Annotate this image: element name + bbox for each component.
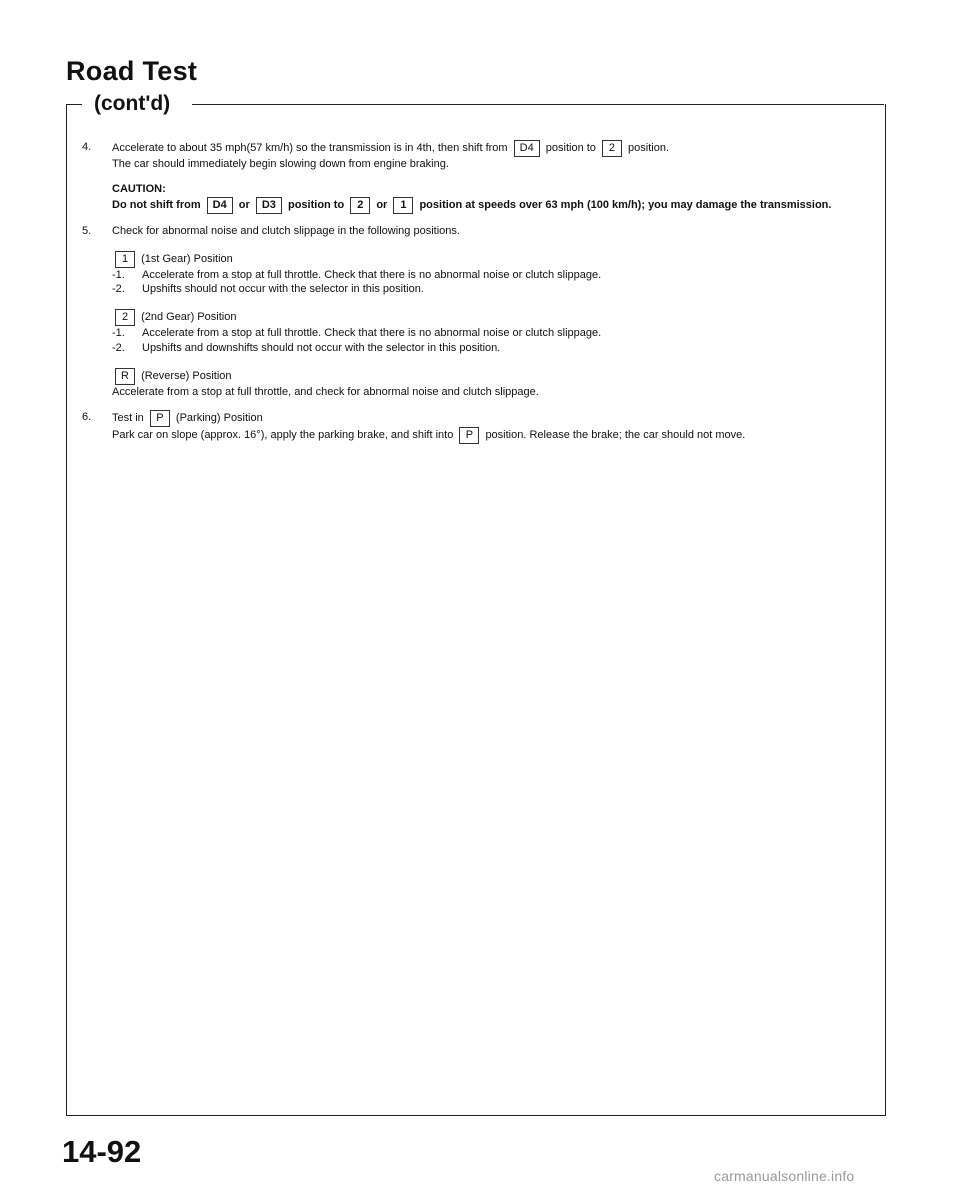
text: position. Release the brake; the car should not move. (485, 428, 746, 441)
step-5-text: Check for abnormal noise and clutch slippage in the following positions. (112, 224, 460, 237)
list-item (112, 268, 872, 283)
gear-key: P (150, 410, 170, 427)
sub-heading (112, 251, 872, 268)
gear-key: 2 (115, 309, 135, 326)
step-number: 6. (82, 410, 92, 423)
list-item (112, 326, 872, 341)
gear-key: 1 (115, 251, 135, 268)
text: Park car on slope (approx. 16°), apply the parking brake, and shift into (112, 428, 454, 441)
step-number: 4. (82, 141, 92, 153)
text: (2nd Gear) Position (141, 311, 237, 324)
text: (Reverse) Position (141, 369, 232, 382)
gear-key: D4 (207, 197, 233, 214)
text: Test in (112, 411, 144, 424)
gear-key: D4 (514, 140, 540, 157)
item-text: Accelerate from a stop at full throttle. Check that there is no abnormal noise or clutch slippage. (142, 327, 602, 340)
item-number: -1. (112, 268, 125, 281)
text: position to (287, 198, 345, 211)
step-4-text (112, 140, 872, 157)
list-item (112, 282, 872, 297)
step-6-text (112, 427, 872, 444)
gear-key: D3 (256, 197, 282, 214)
step-body (112, 410, 872, 444)
page-number: 14-92 (62, 1134, 142, 1169)
caution-text (112, 197, 872, 214)
sub-heading (112, 368, 872, 385)
gear-key: R (115, 368, 135, 385)
item-text: Upshifts should not occur with the selector in this position. (142, 283, 424, 296)
text: position at speeds over 63 mph (100 km/h); you may damage the transmission. (419, 198, 832, 211)
gear-key: 1 (393, 197, 413, 214)
step-6 (82, 410, 872, 444)
text: or (238, 198, 250, 211)
step-number: 5. (82, 224, 92, 237)
item-number: -2. (112, 342, 125, 355)
item-number: -1. (112, 327, 125, 340)
gear-key: 2 (602, 140, 622, 157)
item-text: Upshifts and downshifts should not occur with the selector in this position. (142, 342, 501, 355)
sub-section-2nd-gear (112, 309, 872, 356)
gear-key: 2 (350, 197, 370, 214)
item-text: Accelerate from a stop at full throttle. Check that there is no abnormal noise or clutch slippage. (142, 268, 602, 281)
sub-section-1st-gear (112, 251, 872, 298)
page-title: Road Test (66, 56, 198, 86)
sub-section-reverse (112, 368, 872, 400)
step-5 (82, 224, 872, 400)
step-body (112, 140, 872, 214)
caution-block (112, 182, 872, 214)
text: or (376, 198, 388, 211)
step-4-text-2: The car should immediately begin slowing down from engine braking. (112, 158, 449, 170)
list-item (112, 341, 872, 356)
text: position to (545, 142, 596, 154)
item-number: -2. (112, 283, 125, 296)
step-6-heading (112, 410, 872, 427)
sub-text: Accelerate from a stop at full throttle, and check for abnormal noise and clutch slippage. (112, 385, 539, 398)
sub-heading (112, 309, 872, 326)
text: (1st Gear) Position (141, 252, 233, 265)
text: Accelerate to about 35 mph(57 km/h) so the transmission is in 4th, then shift from (112, 142, 508, 154)
step-body (112, 224, 872, 400)
text: Do not shift from (112, 198, 201, 211)
content (82, 140, 872, 454)
page-subtitle: (cont'd) (90, 92, 174, 116)
step-4 (82, 140, 872, 214)
watermark: carmanualsonline.info (714, 1168, 855, 1184)
caution-label: CAUTION: (112, 182, 166, 195)
text: (Parking) Position (175, 411, 263, 424)
text: position. (628, 142, 670, 154)
gear-key: P (459, 427, 479, 444)
